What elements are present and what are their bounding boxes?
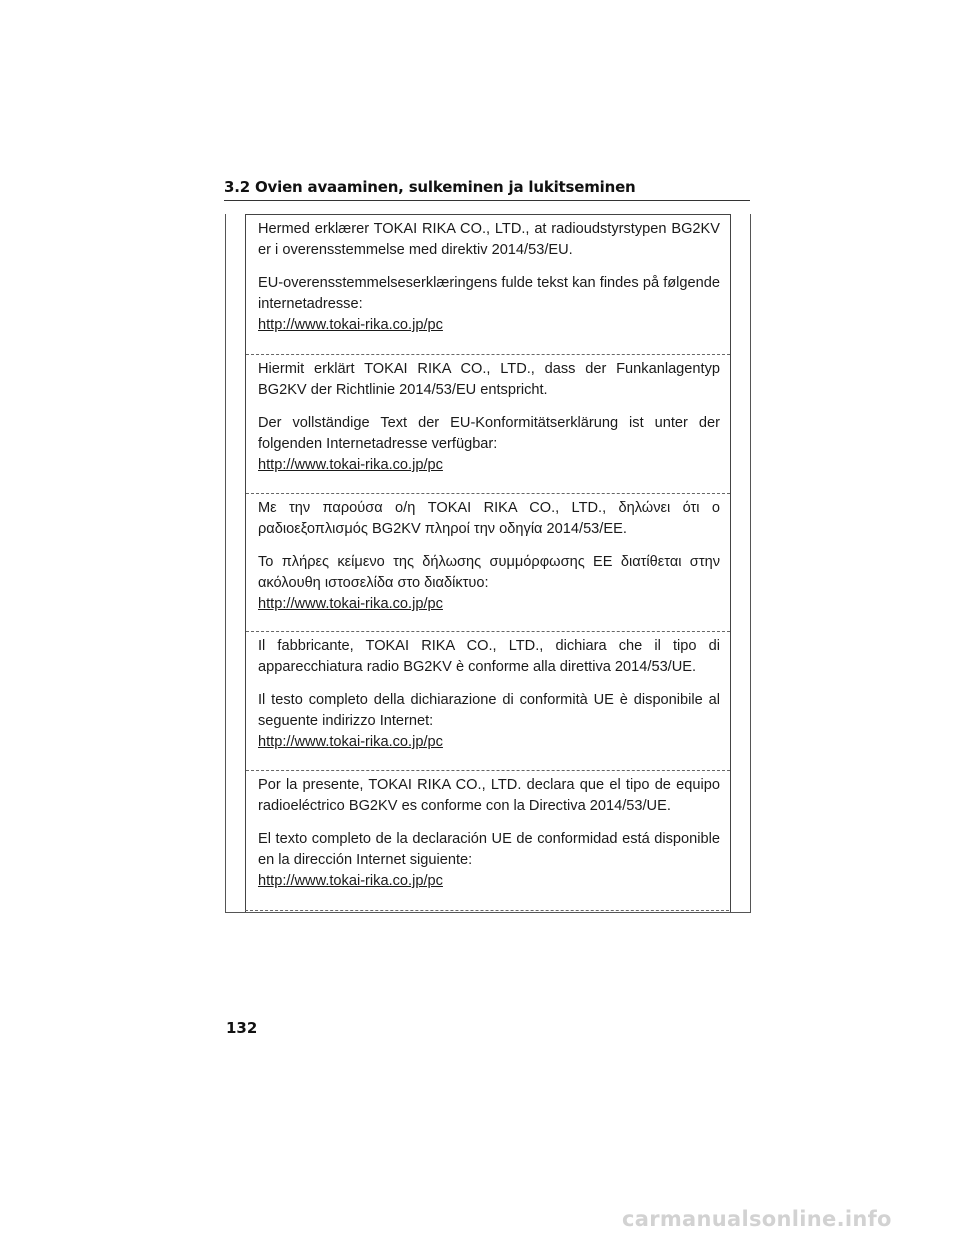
declaration-spanish	[246, 770, 730, 891]
declaration-statement: Hiermit erklärt TOKAI RIKA CO., LTD., dass der Funkanlagentyp BG2KV der Richtlinie 2014/53/EU entspricht.	[258, 361, 720, 398]
declaration-danish	[246, 214, 730, 335]
declaration-availability: Der vollständige Text der EU-Konformitätserklärung ist unter der folgenden Internetadresse verfügbar:	[258, 415, 720, 452]
declaration-link[interactable]: http://www.tokai-rika.co.jp/pc	[258, 734, 443, 750]
declarations-table	[245, 214, 731, 912]
declaration-availability: Το πλήρες κείμενο της δήλωσης συμμόρφωσης ΕΕ διατίθεται στην ακόλουθη ιστοσελίδα στο διαδίκτυο:	[258, 554, 720, 591]
declaration-availability: EU-overensstemmelseserklæringens fulde tekst kan findes på følgende internetadresse:	[258, 275, 720, 312]
declaration-availability: Il testo completo della dichiarazione di conformità UE è disponibile al seguente indirizzo Internet:	[258, 692, 720, 729]
declaration-greek	[246, 493, 730, 614]
declaration-statement: Hermed erklærer TOKAI RIKA CO., LTD., at radioudstyrstypen BG2KV er i overensstemmelse med direktiv 2014/53/EU.	[258, 221, 720, 258]
declaration-link[interactable]: http://www.tokai-rika.co.jp/pc	[258, 317, 443, 333]
page-number: 132	[226, 1019, 258, 1037]
declaration-link[interactable]: http://www.tokai-rika.co.jp/pc	[258, 873, 443, 889]
watermark: carmanualsonline.info	[622, 1207, 892, 1231]
declaration-italian	[246, 631, 730, 752]
table-bottom-rule	[245, 910, 729, 911]
declaration-link[interactable]: http://www.tokai-rika.co.jp/pc	[258, 457, 443, 473]
declaration-availability: El texto completo de la declaración UE de conformidad está disponible en la dirección Internet siguiente:	[258, 831, 720, 868]
declaration-statement: Il fabbricante, TOKAI RIKA CO., LTD., dichiara che il tipo di apparecchiatura radio BG2KV è conforme alla direttiva 2014/53/UE.	[258, 638, 720, 675]
declaration-link[interactable]: http://www.tokai-rika.co.jp/pc	[258, 596, 443, 612]
declaration-german	[246, 354, 730, 475]
section-title: 3.2 Ovien avaaminen, sulkeminen ja lukitseminen	[224, 178, 750, 201]
declaration-statement: Με την παρούσα ο/η TOKAI RIKA CO., LTD., δηλώνει ότι ο ραδιοεξοπλισμός BG2KV πληροί την οδηγία 2014/53/ΕΕ.	[258, 500, 720, 537]
declaration-statement: Por la presente, TOKAI RIKA CO., LTD. declara que el tipo de equipo radioeléctrico BG2KV es conforme con la Directiva 2014/53/UE.	[258, 777, 720, 814]
